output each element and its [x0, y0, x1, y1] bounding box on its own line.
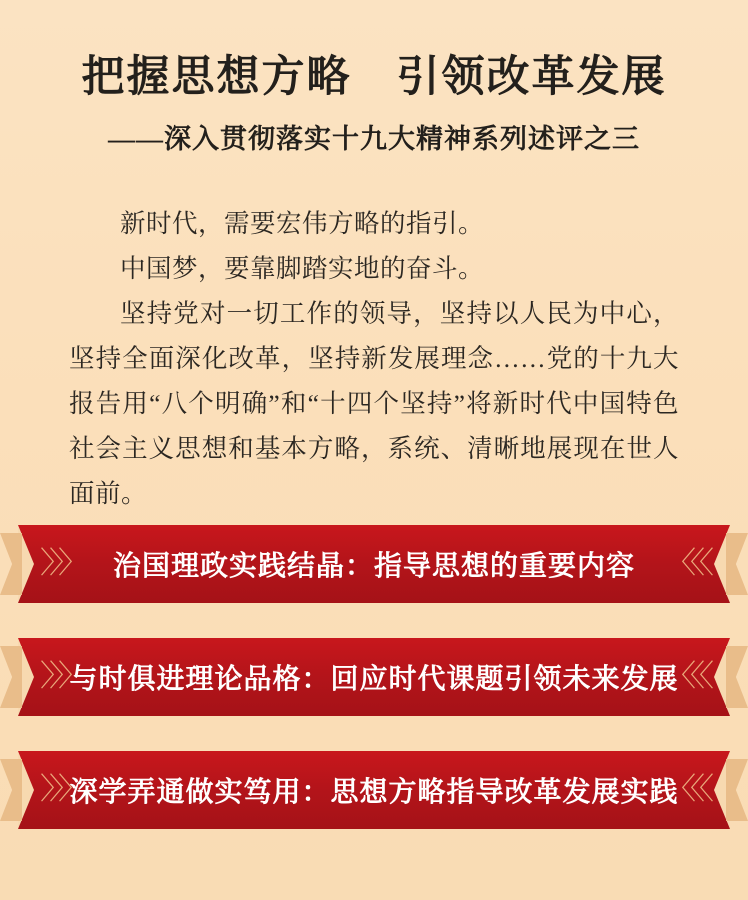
section-banner-label: 治国理政实践结晶：指导思想的重要内容 [112, 550, 635, 581]
section-banner-bar [18, 638, 730, 716]
ribbon-tail-right [726, 533, 748, 595]
section-banner [0, 525, 748, 603]
paragraph-3: 坚持党对一切工作的领导，坚持以人民为中心，坚持全面深化改革，坚持新发展理念……党的十九大报告用“八个明确”和“十四个坚持”将新时代中国特色社会主义思想和基本方略，系统、清晰地展现在世人面前。 [69, 298, 679, 508]
section-banner [0, 638, 748, 716]
section-banner-label: 深学弄通做实笃用：思想方略指导改革发展实践 [69, 776, 679, 807]
article-body [69, 201, 679, 516]
paragraph-1: 新时代，需要宏伟方略的指引。 [120, 208, 485, 238]
ribbon-tail-left [0, 533, 22, 595]
page-subtitle: ——深入贯彻落实十九大精神系列述评之三 [108, 123, 640, 154]
chevron-left-icon [40, 525, 88, 603]
ribbon-tail-right [726, 646, 748, 708]
section-banner-bar [18, 751, 730, 829]
poster-header [0, 0, 748, 157]
chevron-right-icon [660, 525, 708, 603]
chevron-right-glyph: 〈〈〈 [666, 546, 708, 581]
chevron-left-glyph: 〉〉〉 [40, 772, 82, 807]
chevron-right-glyph: 〈〈〈 [666, 659, 708, 694]
ribbon-tail-left [0, 646, 22, 708]
ribbon-tail-left [0, 759, 22, 821]
chevron-left-glyph: 〉〉〉 [40, 546, 82, 581]
section-banner-label: 与时俱进理论品格：回应时代课题引领未来发展 [69, 663, 679, 694]
ribbon-tail-right [726, 759, 748, 821]
chevron-left-glyph: 〉〉〉 [40, 659, 82, 694]
section-banner-list [0, 525, 748, 864]
section-banner-bar [18, 525, 730, 603]
chevron-right-glyph: 〈〈〈 [666, 772, 708, 807]
section-banner [0, 751, 748, 829]
paragraph-2: 中国梦，要靠脚踏实地的奋斗。 [120, 253, 485, 283]
page-title: 把握思想方略 引领改革发展 [81, 54, 667, 101]
